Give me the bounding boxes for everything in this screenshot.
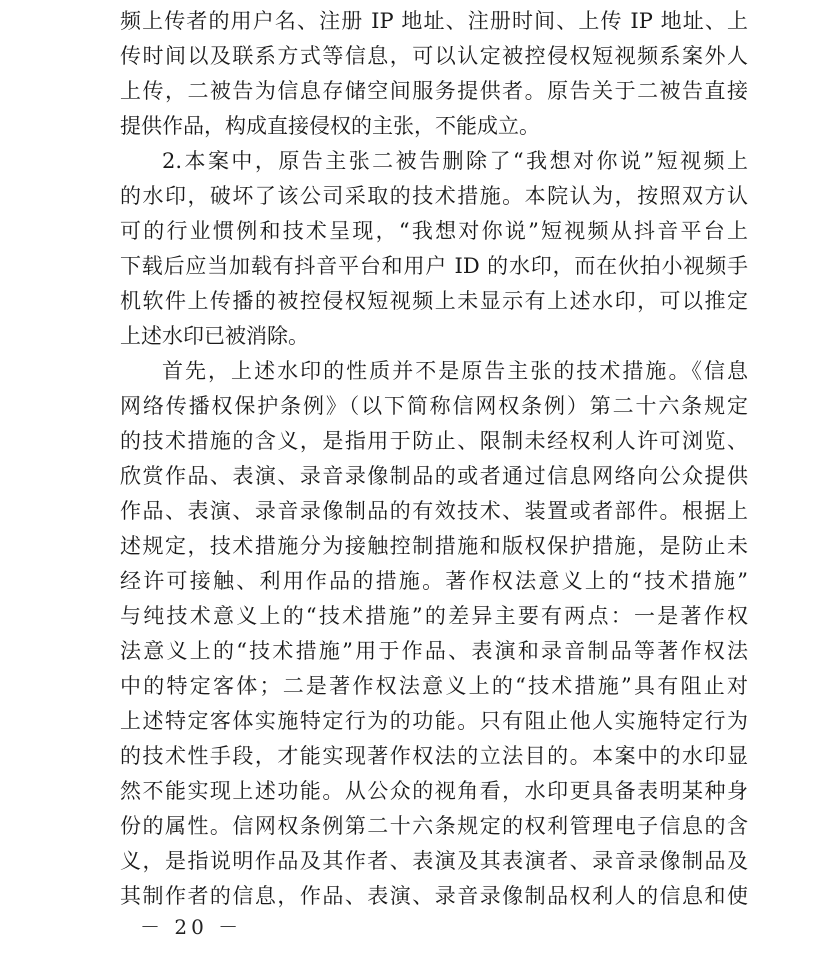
text-line: 述规定，技术措施分为接触控制措施和版权保护措施，是防止未 (120, 534, 748, 558)
text-line: 的水印，破坏了该公司采取的技术措施。本院认为，按照双方认 (120, 184, 748, 208)
text-line: 频上传者的用户名、注册 IP 地址、注册时间、上传 IP 地址、上 (120, 9, 748, 33)
text-line: 与纯技术意义上的“技术措施”的差异主要有两点：一是著作权 (120, 604, 748, 628)
text-line: 作品、表演、录音录像制品的有效技术、装置或者部件。根据上 (120, 499, 748, 523)
text-line: 其制作者的信息，作品、表演、录音录像制品权利人的信息和使 (120, 884, 748, 908)
text-line: 的技术性手段，才能实现著作权法的立法目的。本案中的水印显 (120, 744, 748, 768)
text-line: 网络传播权保护条例》（以下简称信网权条例）第二十六条规定 (120, 394, 748, 418)
text-line: 经许可接触、利用作品的措施。著作权法意义上的“技术措施” (120, 569, 748, 593)
text-line: 然不能实现上述功能。从公众的视角看，水印更具备表明某种身 (120, 779, 748, 803)
text-line: 的技术措施的含义，是指用于防止、限制未经权利人许可浏览、 (120, 429, 748, 453)
text-line: 份的属性。信网权条例第二十六条规定的权利管理电子信息的含 (120, 814, 748, 838)
text-line: 法意义上的“技术措施”用于作品、表演和录音制品等著作权法 (120, 639, 748, 663)
text-line: 上述水印已被消除。 (120, 324, 309, 348)
text-line: 上传，二被告为信息存储空间服务提供者。原告关于二被告直接 (120, 79, 748, 103)
text-line: 机软件上传播的被控侵权短视频上未显示有上述水印，可以推定 (120, 289, 748, 313)
text-line: 欣赏作品、表演、录音录像制品的或者通过信息网络向公众提供 (120, 464, 748, 488)
text-line: 下载后应当加载有抖音平台和用户 ID 的水印，而在伙拍小视频手 (120, 254, 748, 278)
text-line: 上述特定客体实施特定行为的功能。只有阻止他人实施特定行为 (120, 709, 748, 733)
text-line: 义，是指说明作品及其作者、表演及其表演者、录音录像制品及 (120, 849, 748, 873)
paragraph-start-line: 首先，上述水印的性质并不是原告主张的技术措施。《信息 (162, 359, 748, 383)
text-line: 提供作品，构成直接侵权的主张，不能成立。 (120, 114, 540, 138)
text-line: 可的行业惯例和技术呈现，“我想对你说”短视频从抖音平台上 (120, 219, 748, 243)
text-line: 传时间以及联系方式等信息，可以认定被控侵权短视频系案外人 (120, 44, 748, 68)
paragraph-start-line: 2.本案中，原告主张二被告删除了“我想对你说”短视频上 (162, 149, 748, 173)
page-number: － 20 － (140, 915, 243, 939)
text-line: 中的特定客体；二是著作权法意义上的“技术措施”具有阻止对 (120, 674, 748, 698)
